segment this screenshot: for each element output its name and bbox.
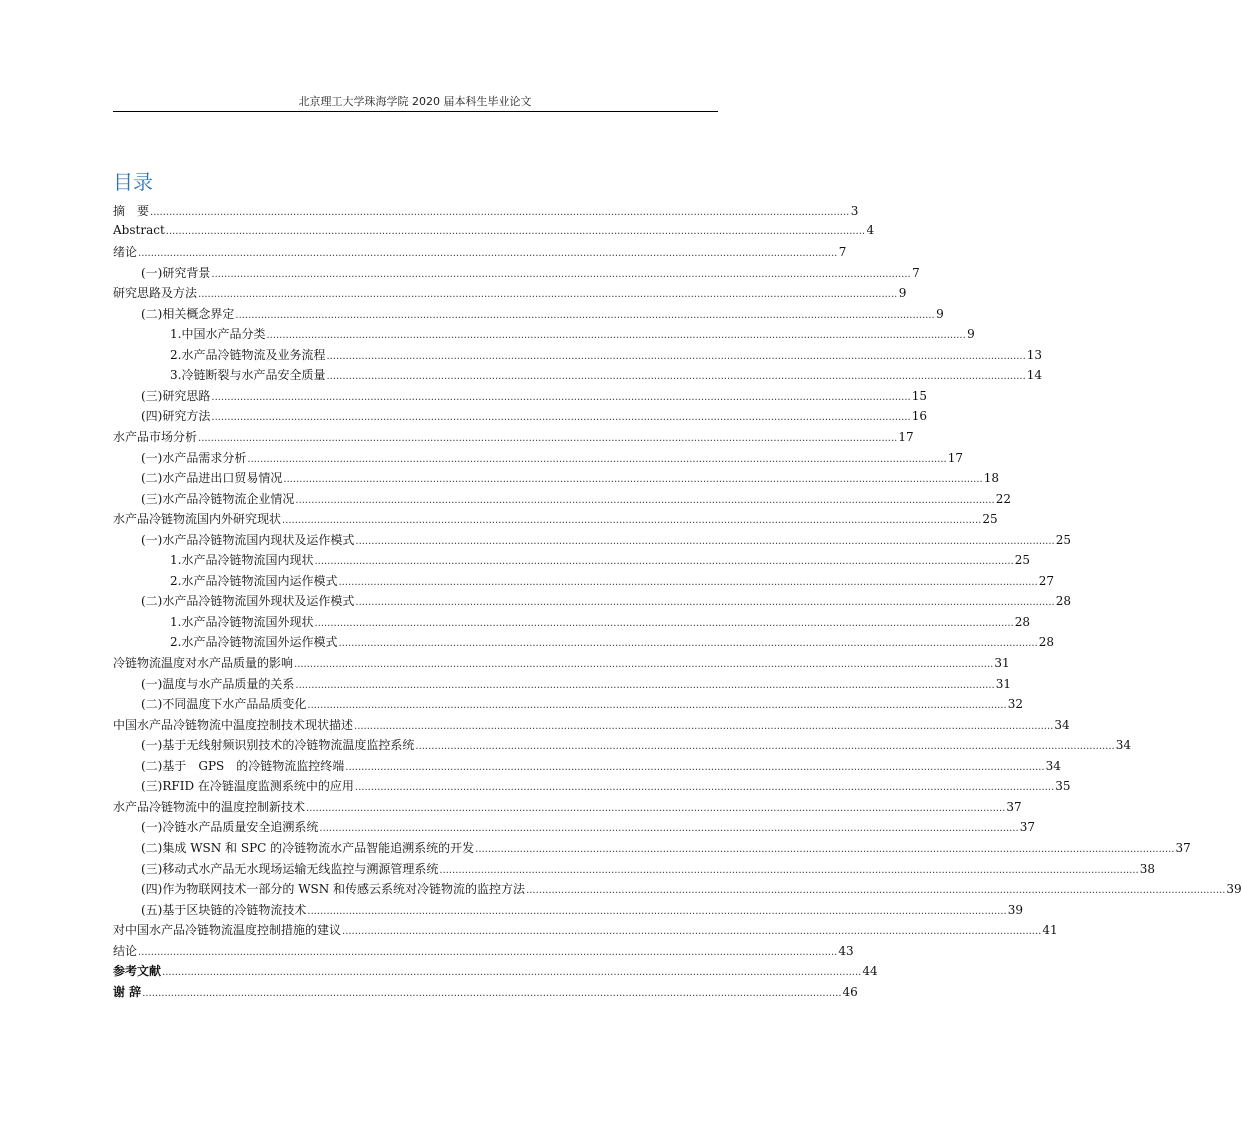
toc-entry-label: 谢 辞 [113, 984, 142, 999]
toc-leader-dots: ............................................................................................................................................................................................................................ [355, 535, 1055, 547]
toc-entry-number: (二) [141, 306, 163, 321]
toc-entry[interactable] [113, 942, 854, 963]
toc-entry-number: (五) [141, 902, 163, 917]
toc-entry-page: 34 [1115, 738, 1131, 753]
toc-entry-page: 7 [912, 265, 920, 280]
toc-leader-dots: ............................................................................................................................................................................................................................ [314, 556, 1014, 568]
toc-entry[interactable] [113, 490, 1011, 511]
toc-entry-number: (一) [141, 532, 163, 547]
toc-entry-label: 基于无线射频识别技术的冷链物流温度监控系统 [162, 738, 415, 753]
toc-entry-label: 中国水产品分类 [181, 327, 266, 342]
toc-leader-dots: ............................................................................................................................................................................................................................ [283, 474, 983, 486]
toc-entry[interactable] [113, 860, 1155, 881]
toc-entry[interactable] [113, 305, 944, 326]
toc-entry-label: 不同温度下水产品品质变化 [162, 697, 307, 712]
toc-entry-label: 参考文献 [113, 964, 162, 979]
toc-entry-label: 水产品进出口贸易情况 [162, 471, 283, 486]
toc-entry[interactable] [113, 531, 1071, 552]
toc-entry-label: 研究方法 [162, 409, 211, 424]
toc-entry-page: 25 [1055, 532, 1071, 547]
toc-entry[interactable] [113, 264, 920, 285]
toc-leader-dots: ............................................................................................................................................................................................................................ [294, 659, 994, 671]
toc-entry-page: 37 [1019, 820, 1035, 835]
toc-entry-page: 3 [850, 204, 859, 218]
toc-entry-page: 9 [936, 306, 944, 321]
toc-entry-label: 摘 要 [113, 204, 150, 218]
toc-entry-label: 水产品冷链物流国外现状 [181, 614, 314, 629]
toc-entry-page: 16 [911, 409, 927, 424]
toc-entry[interactable] [113, 551, 1031, 572]
toc-entry[interactable] [113, 592, 1071, 613]
toc-leader-dots: ............................................................................................................................................................................................................................ [295, 679, 995, 691]
toc-entry[interactable] [113, 572, 1055, 593]
toc-entry-label: 研究思路及方法 [113, 286, 198, 301]
toc-entry-page: 18 [983, 471, 999, 486]
toc-leader-dots: ............................................................................................................................................................................................................................ [235, 309, 935, 321]
toc-entry-page: 31 [994, 656, 1010, 671]
toc-leader-dots: ............................................................................................................................................................................................................................ [342, 926, 1042, 938]
toc-leader-dots: ............................................................................................................................................................................................................................ [150, 207, 850, 218]
toc-entry-label: Abstract [113, 222, 165, 237]
toc-leader-dots: ............................................................................................................................................................................................................................ [198, 433, 898, 445]
toc-entry-label: 水产品冷链物流国内外研究现状 [113, 512, 282, 527]
toc-entry-label: 研究背景 [162, 265, 211, 280]
toc-entry-number: (三) [141, 388, 163, 403]
toc-entry-page: 28 [1055, 594, 1071, 609]
toc-entry[interactable] [113, 407, 927, 428]
toc-leader-dots: ............................................................................................................................................................................................................................ [165, 225, 866, 237]
toc-entry-page: 32 [1007, 697, 1023, 712]
toc-entry-label: 冷链物流温度对水产品质量的影响 [113, 656, 294, 671]
toc-entry[interactable] [113, 839, 1191, 860]
toc-leader-dots: ............................................................................................................................................................................................................................ [211, 412, 911, 424]
toc-entry[interactable] [113, 880, 1242, 901]
toc-leader-dots: ............................................................................................................................................................................................................................ [475, 843, 1175, 855]
toc-entry[interactable] [113, 325, 975, 346]
toc-entry-number: 1. [170, 553, 182, 568]
toc-entry-label: 水产品冷链物流国内现状及运作模式 [162, 532, 355, 547]
toc-entry[interactable] [113, 777, 1071, 798]
toc-entry-page: 4 [866, 222, 875, 237]
toc-entry-page: 9 [967, 327, 975, 342]
toc-entry-label: RFID 在冷链温度监测系统中的应用 [162, 779, 354, 794]
toc-entry-page: 7 [838, 245, 847, 260]
toc-entry-number: (二) [141, 758, 163, 773]
table-of-contents [113, 202, 1242, 1003]
toc-entry-number: (二) [141, 840, 163, 855]
toc-entry-label: 基于 GPS 的冷链物流监控终端 [162, 758, 345, 773]
toc-leader-dots: ............................................................................................................................................................................................................................ [326, 350, 1026, 362]
toc-entry-number: (三) [141, 861, 163, 876]
toc-entry[interactable] [113, 901, 1023, 922]
toc-entry-page: 14 [1026, 368, 1043, 383]
toc-entry-page: 44 [862, 964, 878, 979]
toc-entry-number: 2. [170, 347, 182, 362]
toc-entry-page: 25 [982, 512, 998, 527]
toc-entry-page: 28 [1038, 635, 1055, 650]
toc-entry-label: 水产品冷链物流国内现状 [181, 553, 314, 568]
toc-entry-label: 相关概念界定 [162, 306, 235, 321]
toc-leader-dots: ............................................................................................................................................................................................................................ [439, 864, 1139, 876]
toc-entry[interactable] [113, 243, 847, 264]
toc-leader-dots: ............................................................................................................................................................................................................................ [338, 576, 1038, 588]
toc-entry-label: 水产品需求分析 [162, 450, 247, 465]
toc-entry[interactable] [113, 695, 1023, 716]
toc-entry-number: (一) [141, 265, 163, 280]
toc-entry-label: 水产品冷链物流中的温度控制新技术 [113, 799, 306, 814]
toc-entry-number: (一) [141, 738, 163, 753]
toc-title: 目录 [113, 170, 153, 194]
toc-entry[interactable] [113, 510, 998, 531]
toc-entry-number: (一) [141, 450, 163, 465]
toc-entry[interactable] [113, 921, 1058, 942]
header-divider [113, 111, 718, 112]
toc-entry-label: 移动式水产品无水现场运输无线监控与溯源管理系统 [162, 861, 439, 876]
toc-entry[interactable] [113, 346, 1043, 367]
toc-leader-dots: ............................................................................................................................................................................................................................ [138, 946, 838, 958]
toc-entry-number: (二) [141, 471, 163, 486]
toc-entry-label: 冷链水产品质量安全追溯系统 [162, 820, 319, 835]
toc-entry[interactable] [113, 962, 878, 983]
toc-leader-dots: ............................................................................................................................................................................................................................ [142, 987, 842, 999]
toc-entry-page: 35 [1055, 779, 1071, 794]
toc-entry-label: 冷链断裂与水产品安全质量 [181, 368, 326, 383]
toc-entry-page: 38 [1139, 861, 1155, 876]
toc-entry[interactable] [113, 736, 1131, 757]
page-header: 北京理工大学珠海学院 2020 届本科生毕业论文 [298, 95, 532, 108]
toc-entry[interactable] [113, 716, 1070, 737]
toc-entry-page: 31 [995, 676, 1011, 691]
toc-leader-dots: ............................................................................................................................................................................................................................ [198, 289, 898, 301]
toc-entry[interactable] [113, 633, 1055, 654]
toc-entry-page: 28 [1014, 614, 1031, 629]
toc-entry-label: 水产品冷链物流国内运作模式 [181, 573, 338, 588]
toc-leader-dots: ............................................................................................................................................................................................................................ [338, 638, 1038, 650]
toc-entry-number: (二) [141, 594, 163, 609]
toc-leader-dots: ............................................................................................................................................................................................................................ [266, 330, 966, 342]
toc-entry-label: 绪论 [113, 245, 138, 260]
toc-entry[interactable] [113, 818, 1035, 839]
toc-entry-page: 41 [1042, 923, 1058, 938]
toc-leader-dots: ............................................................................................................................................................................................................................ [282, 515, 982, 527]
toc-entry-number: (二) [141, 697, 163, 712]
toc-entry-page: 46 [842, 984, 858, 999]
toc-leader-dots: ............................................................................................................................................................................................................................ [319, 823, 1019, 835]
toc-leader-dots: ............................................................................................................................................................................................................................ [295, 494, 995, 506]
toc-entry-number: 2. [170, 635, 182, 650]
toc-entry[interactable] [113, 654, 1010, 675]
toc-entry-label: 作为物联网技术一部分的 WSN 和传感云系统对冷链物流的监控方法 [162, 882, 526, 897]
toc-entry-label: 水产品市场分析 [113, 430, 198, 445]
toc-leader-dots: ............................................................................................................................................................................................................................ [247, 453, 947, 465]
toc-entry[interactable] [113, 449, 963, 470]
toc-leader-dots: ............................................................................................................................................................................................................................ [211, 268, 911, 280]
toc-entry-page: 27 [1038, 573, 1055, 588]
toc-entry-page: 39 [1226, 882, 1242, 897]
toc-entry-page: 37 [1006, 799, 1022, 814]
toc-entry-label: 中国水产品冷链物流中温度控制技术现状描述 [113, 717, 354, 732]
toc-entry-page: 17 [947, 450, 963, 465]
toc-entry-number: 2. [170, 573, 182, 588]
toc-entry-page: 34 [1054, 717, 1070, 732]
toc-entry-number: 1. [170, 327, 182, 342]
toc-entry-page: 43 [838, 943, 854, 958]
toc-entry-page: 34 [1045, 758, 1061, 773]
toc-leader-dots: ............................................................................................................................................................................................................................ [326, 371, 1026, 383]
toc-entry-label: 水产品冷链物流及业务流程 [181, 347, 326, 362]
toc-entry-number: (四) [141, 409, 163, 424]
toc-leader-dots: ............................................................................................................................................................................................................................ [307, 905, 1007, 917]
toc-entry[interactable] [113, 469, 999, 490]
toc-entry[interactable] [113, 613, 1031, 634]
toc-leader-dots: ............................................................................................................................................................................................................................ [211, 391, 911, 403]
toc-entry-number: (三) [141, 491, 163, 506]
toc-entry[interactable] [113, 983, 858, 1004]
toc-entry[interactable] [113, 202, 859, 223]
toc-entry[interactable] [113, 675, 1011, 696]
toc-entry-page: 13 [1026, 347, 1043, 362]
toc-leader-dots: ............................................................................................................................................................................................................................ [314, 617, 1014, 629]
toc-entry-number: 1. [170, 614, 182, 629]
toc-entry-number: (一) [141, 676, 163, 691]
toc-entry-label: 水产品冷链物流企业情况 [162, 491, 295, 506]
toc-entry-page: 9 [898, 286, 907, 301]
toc-entry-label: 结论 [113, 943, 138, 958]
toc-entry-label: 集成 WSN 和 SPC 的冷链物流水产品智能追溯系统的开发 [162, 840, 475, 855]
toc-leader-dots: ............................................................................................................................................................................................................................ [138, 248, 838, 260]
toc-entry-label: 温度与水产品质量的关系 [162, 676, 295, 691]
toc-entry-page: 39 [1007, 902, 1023, 917]
toc-leader-dots: ............................................................................................................................................................................................................................ [354, 720, 1054, 732]
toc-leader-dots: ............................................................................................................................................................................................................................ [355, 597, 1055, 609]
toc-entry[interactable] [113, 428, 914, 449]
toc-entry-label: 基于区块链的冷链物流技术 [162, 902, 307, 917]
toc-entry-page: 15 [911, 388, 927, 403]
toc-entry[interactable] [113, 284, 907, 305]
toc-leader-dots: ............................................................................................................................................................................................................................ [345, 761, 1045, 773]
toc-entry-number: (三) [141, 779, 163, 794]
toc-entry-page: 37 [1175, 840, 1191, 855]
toc-entry-page: 22 [995, 491, 1011, 506]
toc-entry-number: (四) [141, 882, 163, 897]
toc-entry[interactable] [113, 798, 1022, 819]
toc-entry-number: (一) [141, 820, 163, 835]
toc-leader-dots: ............................................................................................................................................................................................................................ [306, 802, 1006, 814]
toc-entry-label: 对中国水产品冷链物流温度控制措施的建议 [113, 923, 342, 938]
toc-entry-number: 3. [170, 368, 182, 383]
toc-entry-label: 水产品冷链物流国外现状及运作模式 [162, 594, 355, 609]
toc-entry[interactable] [113, 757, 1061, 778]
toc-leader-dots: ............................................................................................................................................................................................................................ [307, 700, 1007, 712]
toc-entry[interactable] [113, 387, 927, 408]
toc-entry[interactable] [113, 222, 875, 244]
toc-leader-dots: ............................................................................................................................................................................................................................ [354, 782, 1055, 794]
toc-entry-page: 25 [1014, 553, 1031, 568]
toc-entry-label: 水产品冷链物流国外运作模式 [181, 635, 338, 650]
toc-leader-dots: ............................................................................................................................................................................................................................ [415, 741, 1115, 753]
toc-leader-dots: ............................................................................................................................................................................................................................ [162, 967, 862, 979]
toc-entry-page: 17 [898, 430, 914, 445]
toc-entry-label: 研究思路 [162, 388, 211, 403]
toc-leader-dots: ............................................................................................................................................................................................................................ [526, 885, 1226, 897]
toc-entry[interactable] [113, 366, 1043, 387]
